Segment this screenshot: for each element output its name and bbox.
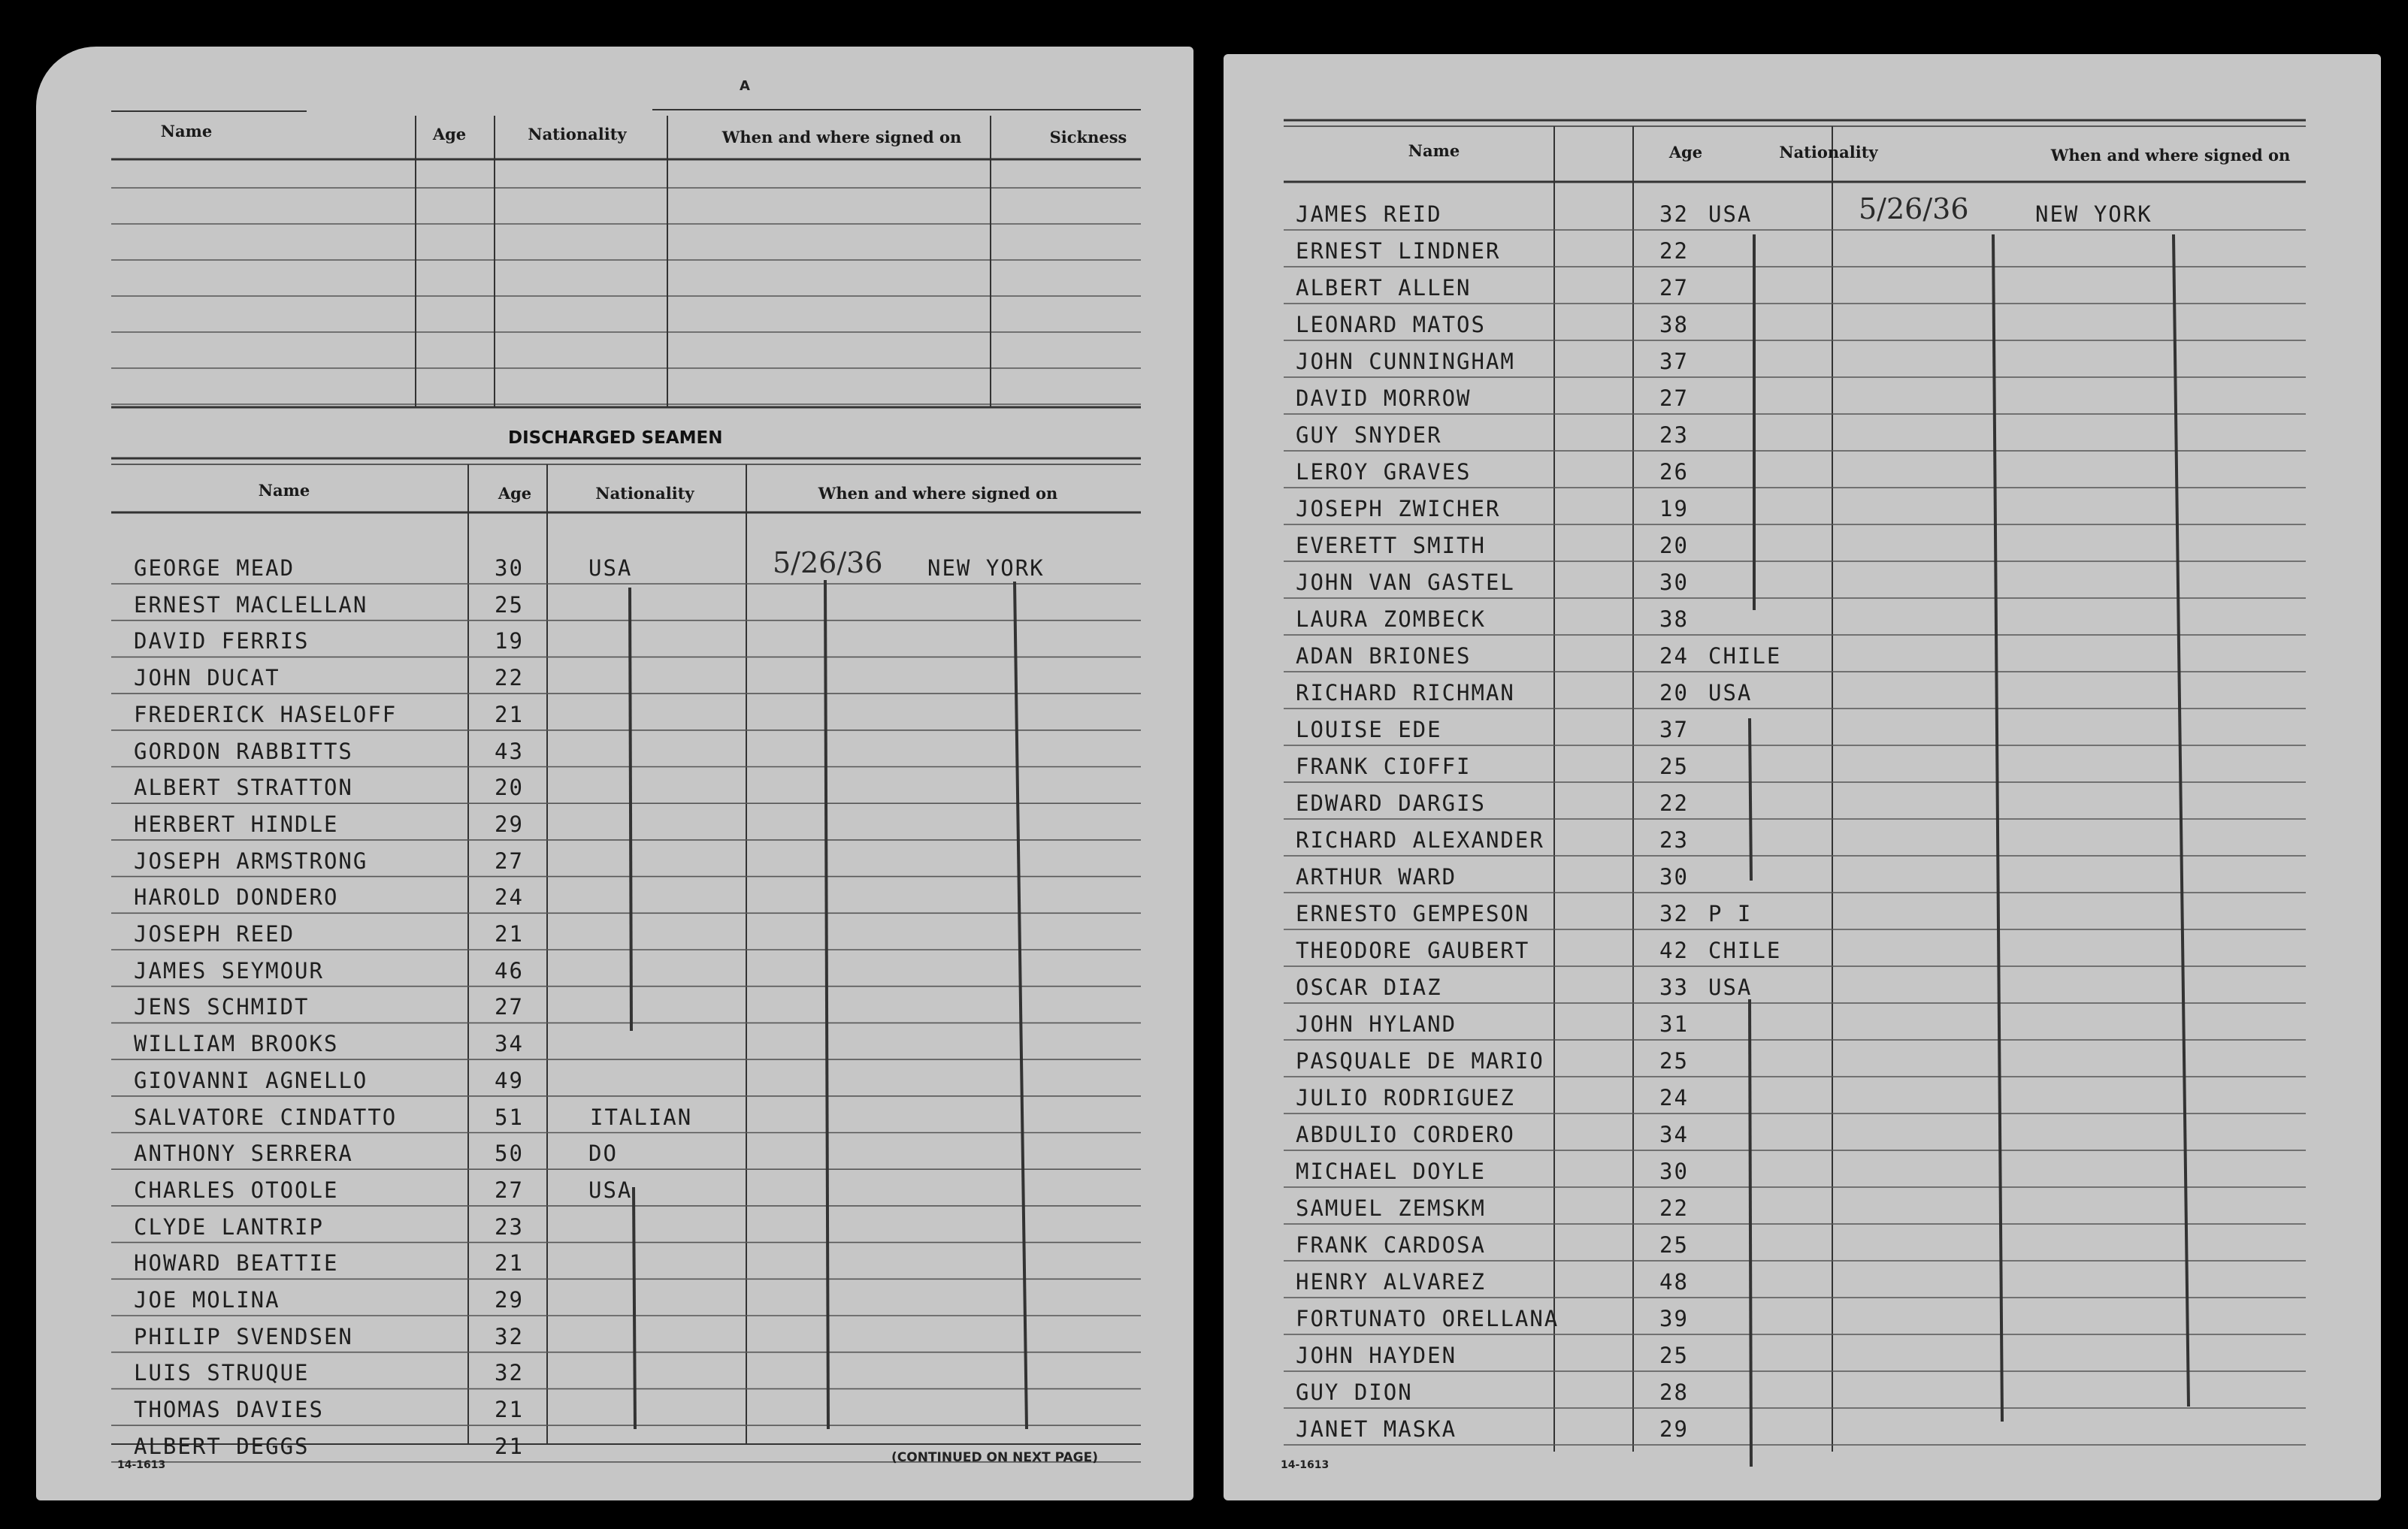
- seaman-name: CLYDE LANTRIP: [134, 1213, 324, 1240]
- crew-name: JOHN HYLAND: [1296, 1011, 1457, 1037]
- crew-nationality: USA: [1708, 201, 1753, 227]
- right-header-name: Name: [1408, 141, 1460, 160]
- crew-age: 26: [1659, 459, 1689, 485]
- crew-age: 33: [1659, 975, 1689, 1000]
- continued-note: (CONTINUED ON NEXT PAGE): [891, 1450, 1098, 1465]
- seaman-age: 29: [495, 811, 524, 837]
- header-signed-on: When and where signed on: [818, 484, 1058, 503]
- seaman-age: 27: [495, 1177, 524, 1203]
- crew-name: FORTUNATO ORELLANA: [1296, 1306, 1559, 1331]
- crew-name: JOHN VAN GASTEL: [1296, 570, 1515, 595]
- seaman-name: JAMES SEYMOUR: [134, 957, 324, 984]
- crew-name: MICHAEL DOYLE: [1296, 1159, 1486, 1184]
- crew-age: 25: [1659, 1048, 1689, 1074]
- crew-name: DAVID MORROW: [1296, 385, 1472, 411]
- crew-age: 23: [1659, 827, 1689, 853]
- seaman-age: 21: [495, 1250, 524, 1277]
- crew-nationality: P I: [1708, 901, 1753, 926]
- signed-on-place: NEW YORK: [927, 555, 1045, 581]
- crew-name: JOSEPH ZWICHER: [1296, 496, 1501, 521]
- seaman-name: GEORGE MEAD: [134, 555, 295, 581]
- top-header-signed-on: When and where signed on: [721, 128, 962, 147]
- crew-name: JOHN HAYDEN: [1296, 1343, 1457, 1368]
- crew-name: JOHN CUNNINGHAM: [1296, 349, 1515, 374]
- crew-signed-on-date: 5/26/36: [1859, 192, 1969, 225]
- crew-name: EDWARD DARGIS: [1296, 790, 1486, 816]
- top-header-nationality: Nationality: [528, 125, 627, 144]
- seaman-age: 20: [495, 775, 524, 801]
- crew-nationality: USA: [1708, 975, 1753, 1000]
- crew-name: JAMES REID: [1296, 201, 1442, 227]
- crew-name: RICHARD ALEXANDER: [1296, 827, 1544, 853]
- seaman-age: 32: [495, 1360, 524, 1386]
- right-header-nationality: Nationality: [1779, 143, 1878, 162]
- seaman-name: ANTHONY SERRERA: [134, 1141, 353, 1167]
- seaman-age: 51: [495, 1104, 524, 1130]
- crew-age: 29: [1659, 1416, 1689, 1442]
- seaman-name: ERNEST MACLELLAN: [134, 591, 368, 618]
- crew-age: 32: [1659, 901, 1689, 926]
- seaman-nationality: ITALIAN: [590, 1104, 693, 1130]
- crew-age: 20: [1659, 533, 1689, 558]
- section-title: DISCHARGED SEAMEN: [508, 428, 723, 448]
- seaman-name: HAROLD DONDERO: [134, 884, 339, 911]
- seaman-name: DAVID FERRIS: [134, 628, 310, 654]
- crew-name: JULIO RODRIGUEZ: [1296, 1085, 1515, 1110]
- crew-name: RICHARD RICHMAN: [1296, 680, 1515, 706]
- crew-name: ERNEST LINDNER: [1296, 238, 1501, 264]
- crew-age: 24: [1659, 643, 1689, 669]
- crew-age: 24: [1659, 1085, 1689, 1110]
- crew-age: 23: [1659, 422, 1689, 448]
- seaman-name: PHILIP SVENDSEN: [134, 1323, 353, 1349]
- top-header-age: Age: [432, 125, 467, 144]
- crew-age: 19: [1659, 496, 1689, 521]
- crew-name: HENRY ALVAREZ: [1296, 1269, 1486, 1295]
- header-nationality: Nationality: [595, 484, 694, 503]
- crew-nationality: CHILE: [1708, 643, 1782, 669]
- crew-name: LEROY GRAVES: [1296, 459, 1472, 485]
- crew-name: ERNESTO GEMPESON: [1296, 901, 1530, 926]
- seaman-age: 27: [495, 994, 524, 1020]
- crew-age: 38: [1659, 606, 1689, 632]
- crew-name: GUY SNYDER: [1296, 422, 1442, 448]
- left-page-rules: [36, 47, 1193, 1500]
- seaman-age: 21: [495, 1397, 524, 1423]
- crew-name: FRANK CIOFFI: [1296, 754, 1472, 779]
- seaman-name: SALVATORE CINDATTO: [134, 1104, 398, 1130]
- seaman-name: GORDON RABBITTS: [134, 738, 353, 764]
- seaman-age: 46: [495, 957, 524, 984]
- crew-age: 32: [1659, 201, 1689, 227]
- seaman-age: 25: [495, 591, 524, 618]
- seaman-age: 27: [495, 848, 524, 874]
- header-age: Age: [498, 484, 532, 503]
- seaman-age: 24: [495, 884, 524, 911]
- right-form-number: 14-1613: [1281, 1459, 1330, 1471]
- crew-age: 37: [1659, 717, 1689, 742]
- crew-name: JANET MASKA: [1296, 1416, 1457, 1442]
- seaman-age: 29: [495, 1287, 524, 1313]
- seaman-name: GIOVANNI AGNELLO: [134, 1067, 368, 1093]
- seaman-age: 30: [495, 555, 524, 581]
- top-header-name: Name: [160, 122, 213, 141]
- crew-age: 25: [1659, 754, 1689, 779]
- seaman-name: ALBERT DEGGS: [134, 1433, 310, 1459]
- seaman-age: 21: [495, 701, 524, 727]
- seaman-name: ALBERT STRATTON: [134, 775, 353, 801]
- right-page: [1224, 54, 2381, 1500]
- seaman-name: FREDERICK HASELOFF: [134, 701, 398, 727]
- crew-age: 28: [1659, 1379, 1689, 1405]
- seaman-age: 50: [495, 1141, 524, 1167]
- crew-name: SAMUEL ZEMSKM: [1296, 1195, 1486, 1221]
- crew-name: GUY DION: [1296, 1379, 1413, 1405]
- seaman-age: 21: [495, 1433, 524, 1459]
- crew-age: 39: [1659, 1306, 1689, 1331]
- crew-nationality: USA: [1708, 680, 1753, 706]
- seaman-name: JOSEPH ARMSTRONG: [134, 848, 368, 874]
- form-number: 14-1613: [117, 1459, 166, 1471]
- seaman-age: 43: [495, 738, 524, 764]
- seaman-nationality: DO: [588, 1141, 618, 1167]
- seaman-nationality: USA: [588, 1177, 633, 1203]
- crew-name: ALBERT ALLEN: [1296, 275, 1472, 301]
- crew-name: THEODORE GAUBERT: [1296, 938, 1530, 963]
- crew-name: ADAN BRIONES: [1296, 643, 1472, 669]
- crew-name: ARTHUR WARD: [1296, 864, 1457, 890]
- crew-name: PASQUALE DE MARIO: [1296, 1048, 1544, 1074]
- crew-age: 34: [1659, 1122, 1689, 1147]
- crew-age: 30: [1659, 570, 1689, 595]
- seaman-age: 19: [495, 628, 524, 654]
- signed-on-date: 5/26/36: [773, 546, 883, 579]
- left-page: [36, 47, 1193, 1500]
- crew-age: 48: [1659, 1269, 1689, 1295]
- crew-age: 30: [1659, 1159, 1689, 1184]
- crew-name: OSCAR DIAZ: [1296, 975, 1442, 1000]
- crew-name: EVERETT SMITH: [1296, 533, 1486, 558]
- seaman-age: 23: [495, 1213, 524, 1240]
- crew-age: 27: [1659, 385, 1689, 411]
- seaman-name: WILLIAM BROOKS: [134, 1031, 339, 1057]
- crew-age: 42: [1659, 938, 1689, 963]
- crew-signed-on-place: NEW YORK: [2035, 201, 2152, 227]
- seaman-age: 22: [495, 665, 524, 691]
- crew-age: 25: [1659, 1232, 1689, 1258]
- right-header-signed-on: When and where signed on: [2050, 146, 2291, 165]
- crew-age: 27: [1659, 275, 1689, 301]
- crew-nationality: CHILE: [1708, 938, 1782, 963]
- top-mark: A: [740, 78, 750, 94]
- seaman-age: 32: [495, 1323, 524, 1349]
- seaman-name: HOWARD BEATTIE: [134, 1250, 339, 1277]
- seaman-name: JENS SCHMIDT: [134, 994, 310, 1020]
- crew-name: LEONARD MATOS: [1296, 312, 1486, 337]
- crew-age: 37: [1659, 349, 1689, 374]
- crew-age: 38: [1659, 312, 1689, 337]
- crew-age: 25: [1659, 1343, 1689, 1368]
- crew-name: ABDULIO CORDERO: [1296, 1122, 1515, 1147]
- crew-age: 22: [1659, 238, 1689, 264]
- crew-age: 22: [1659, 790, 1689, 816]
- crew-age: 31: [1659, 1011, 1689, 1037]
- seaman-name: CHARLES OTOOLE: [134, 1177, 339, 1203]
- right-header-age: Age: [1668, 143, 1703, 162]
- crew-name: LOUISE EDE: [1296, 717, 1442, 742]
- crew-age: 22: [1659, 1195, 1689, 1221]
- crew-age: 20: [1659, 680, 1689, 706]
- crew-name: LAURA ZOMBECK: [1296, 606, 1486, 632]
- seaman-name: THOMAS DAVIES: [134, 1397, 324, 1423]
- seaman-age: 21: [495, 921, 524, 947]
- seaman-nationality: USA: [588, 555, 633, 581]
- header-name: Name: [258, 481, 310, 500]
- top-header-sickness: Sickness: [1049, 128, 1127, 147]
- crew-name: FRANK CARDOSA: [1296, 1232, 1486, 1258]
- seaman-name: JOHN DUCAT: [134, 665, 280, 691]
- seaman-name: JOE MOLINA: [134, 1287, 280, 1313]
- seaman-age: 49: [495, 1067, 524, 1093]
- seaman-age: 34: [495, 1031, 524, 1057]
- seaman-name: LUIS STRUQUE: [134, 1360, 310, 1386]
- crew-age: 30: [1659, 864, 1689, 890]
- seaman-name: JOSEPH REED: [134, 921, 295, 947]
- seaman-name: HERBERT HINDLE: [134, 811, 339, 837]
